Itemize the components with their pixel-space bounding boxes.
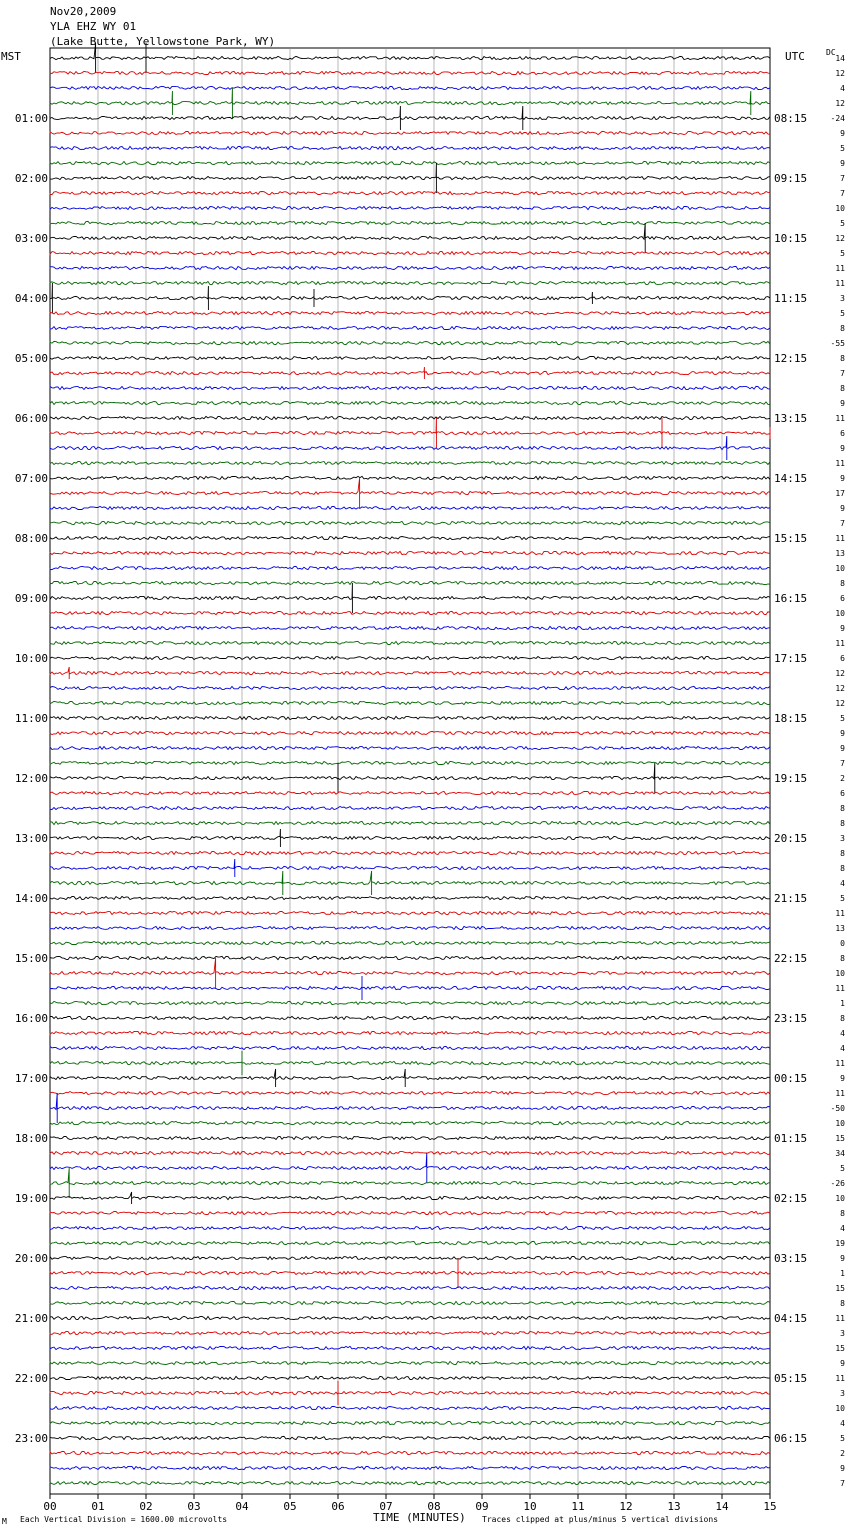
seismic-trace: [50, 163, 770, 193]
seismic-trace: [50, 657, 770, 660]
clip-note: Traces clipped at plus/minus 5 vertical divisions: [482, 1515, 719, 1524]
seismic-trace: [50, 418, 770, 448]
x-tick-label: 13: [667, 1500, 681, 1513]
seismic-trace: [50, 191, 770, 194]
seismic-trace: [50, 611, 770, 614]
dc-offset-label: 10: [835, 1194, 845, 1203]
x-tick-label: 08: [427, 1500, 441, 1513]
seismic-trace: [50, 686, 770, 689]
dc-offset-label: 8: [840, 1209, 845, 1218]
seismic-trace: [50, 356, 770, 359]
dc-offset-label: 7: [840, 189, 845, 198]
mst-hour-label: 09:00: [14, 592, 48, 605]
dc-offset-label: 7: [840, 519, 845, 528]
left-timezone-label: MST: [1, 50, 21, 63]
seismic-trace: [50, 1256, 770, 1259]
mst-hour-label: 01:00: [14, 112, 48, 125]
dc-offset-label: 8: [840, 849, 845, 858]
seismic-trace: [50, 1121, 770, 1124]
seismic-trace: [50, 746, 770, 749]
seismic-trace: [50, 1286, 770, 1289]
seismic-trace: [50, 1376, 770, 1379]
dc-offset-label: 15: [835, 1134, 845, 1143]
seismic-trace: [50, 566, 770, 569]
utc-hour-label: 19:15: [774, 772, 808, 785]
x-axis-title: TIME (MINUTES): [373, 1511, 466, 1524]
mst-hour-label: 13:00: [14, 832, 48, 845]
seismic-trace: [50, 506, 770, 509]
utc-hour-label: 16:15: [774, 592, 808, 605]
mst-hour-label: 03:00: [14, 232, 48, 245]
seismic-trace: [50, 1316, 770, 1319]
dc-offset-label: 10: [835, 1404, 845, 1413]
seismic-trace: [50, 88, 770, 118]
seismic-trace: [50, 341, 770, 344]
x-tick-label: 11: [571, 1500, 585, 1513]
dc-offset-label: 11: [835, 279, 845, 288]
seismic-trace: [50, 521, 770, 524]
mst-hour-label: 20:00: [14, 1252, 48, 1265]
dc-offset-label: -50: [830, 1104, 845, 1113]
dc-offset-label: 9: [840, 744, 845, 753]
seismic-trace: [50, 731, 770, 734]
seismic-trace: [50, 1406, 770, 1409]
x-tick-label: 00: [43, 1500, 57, 1513]
seismic-trace: [50, 958, 770, 988]
dc-offset-label: 5: [840, 249, 845, 258]
mst-hour-label: 06:00: [14, 412, 48, 425]
dc-offset-label: 6: [840, 654, 845, 663]
dc-offset-label: 8: [840, 384, 845, 393]
x-tick-label: 02: [139, 1500, 153, 1513]
seismic-trace: [50, 221, 770, 224]
seismic-trace: [50, 1151, 770, 1154]
mst-hour-label: 17:00: [14, 1072, 48, 1085]
mst-hour-label: 19:00: [14, 1192, 48, 1205]
dc-offset-label: 9: [840, 624, 845, 633]
dc-offset-label: 11: [835, 639, 845, 648]
station-code: YLA EHZ WY 01: [50, 20, 137, 33]
seismic-trace: [50, 581, 770, 584]
dc-offset-label: 10: [835, 564, 845, 573]
seismic-trace: [50, 476, 770, 479]
dc-offset-label: -24: [830, 114, 845, 123]
utc-hour-label: 13:15: [774, 412, 808, 425]
utc-hour-label: 23:15: [774, 1012, 808, 1025]
dc-offset-label: -26: [830, 1179, 845, 1188]
dc-offset-label: 5: [840, 1164, 845, 1173]
x-tick-label: 15: [763, 1500, 777, 1513]
mst-hour-label: 16:00: [14, 1012, 48, 1025]
seismic-trace: [50, 1346, 770, 1349]
dc-offset-label: 9: [840, 1074, 845, 1083]
seismic-trace: [50, 251, 770, 254]
seismic-trace: [50, 223, 770, 253]
seismic-trace: [50, 701, 770, 704]
utc-hour-label: 02:15: [774, 1192, 808, 1205]
dc-offset-label: 1: [840, 1269, 845, 1278]
dc-offset-label: 14: [835, 54, 845, 63]
dc-offset-label: 3: [840, 834, 845, 843]
dc-offset-label: 12: [835, 234, 845, 243]
dc-offset-label: 6: [840, 594, 845, 603]
dc-offset-label: -55: [830, 339, 845, 348]
dc-offset-label: 10: [835, 204, 845, 213]
dc-offset-label: 19: [835, 1239, 845, 1248]
right-timezone-label: UTC: [785, 50, 805, 63]
utc-hour-label: 11:15: [774, 292, 808, 305]
dc-offset-label: 11: [835, 534, 845, 543]
seismic-trace: [50, 1421, 770, 1424]
dc-offset-label: 11: [835, 1089, 845, 1098]
dc-offset-label: 10: [835, 609, 845, 618]
seismic-trace: [50, 86, 770, 89]
dc-offset-label: 12: [835, 699, 845, 708]
seismic-trace: [50, 146, 770, 149]
dc-offset-label: 34: [835, 1149, 845, 1158]
dc-offset-label: 5: [840, 714, 845, 723]
dc-offset-label: 9: [840, 129, 845, 138]
dc-offset-header: DC: [826, 48, 836, 57]
scale-note: Each Vertical Division = 1600.00 microvolts: [20, 1515, 228, 1524]
seismic-trace: [50, 1001, 770, 1004]
seismic-trace: [50, 1046, 770, 1049]
dc-offset-label: 2: [840, 774, 845, 783]
seismic-trace: [50, 1051, 770, 1075]
dc-offset-label: 9: [840, 444, 845, 453]
dc-offset-label: 4: [840, 84, 845, 93]
seismic-trace: [50, 1192, 770, 1204]
seismic-trace: [50, 1481, 770, 1484]
utc-hour-label: 14:15: [774, 472, 808, 485]
trace-group: [50, 43, 770, 1485]
dc-offset-label: 4: [840, 1044, 845, 1053]
dc-offset-label: 8: [840, 954, 845, 963]
utc-hour-label: 22:15: [774, 952, 808, 965]
dc-offset-label: 5: [840, 894, 845, 903]
seismic-trace: [50, 763, 770, 793]
seismic-trace: [50, 106, 770, 130]
dc-offset-label: 8: [840, 354, 845, 363]
seismic-trace: [50, 536, 770, 539]
dc-offset-label: 9: [840, 1464, 845, 1473]
mst-hour-label: 11:00: [14, 712, 48, 725]
mst-hour-label: 14:00: [14, 892, 48, 905]
seismic-trace: [50, 896, 770, 899]
footer-left-mark: M: [2, 1517, 7, 1526]
seismic-trace: [50, 1436, 770, 1439]
seismic-trace: [50, 1241, 770, 1244]
dc-offset-label: 17: [835, 489, 845, 498]
utc-hour-label: 09:15: [774, 172, 808, 185]
x-tick-label: 09: [475, 1500, 489, 1513]
dc-offset-label: 8: [840, 1014, 845, 1023]
seismic-trace: [50, 1258, 770, 1288]
seismic-trace: [50, 161, 770, 164]
seismic-trace: [50, 829, 770, 847]
x-tick-label: 12: [619, 1500, 633, 1513]
dc-offset-label: 9: [840, 1359, 845, 1368]
seismic-trace: [50, 1168, 770, 1198]
seismic-trace: [50, 583, 770, 613]
mst-hour-label: 05:00: [14, 352, 48, 365]
mst-hour-label: 18:00: [14, 1132, 48, 1145]
mst-hour-label: 12:00: [14, 772, 48, 785]
utc-hour-label: 21:15: [774, 892, 808, 905]
utc-hour-label: 03:15: [774, 1252, 808, 1265]
seismic-trace: [50, 1016, 770, 1019]
dc-offset-label: 11: [835, 1059, 845, 1068]
dc-offset-label: 4: [840, 1224, 845, 1233]
dc-offset-label: 12: [835, 99, 845, 108]
x-tick-label: 04: [235, 1500, 249, 1513]
seismic-trace: [50, 976, 770, 1000]
dc-offset-label: 13: [835, 549, 845, 558]
dc-offset-label: 6: [840, 429, 845, 438]
utc-hour-label: 01:15: [774, 1132, 808, 1145]
seismic-trace: [50, 283, 770, 313]
seismic-trace: [50, 1136, 770, 1139]
seismic-trace: [50, 1069, 770, 1087]
chart-date: Nov20,2009: [50, 5, 117, 18]
seismic-trace: [50, 266, 770, 269]
seismic-trace: [50, 1093, 770, 1123]
x-tick-label: 07: [379, 1500, 393, 1513]
dc-offset-label: 0: [840, 939, 845, 948]
seismic-trace: [50, 1361, 770, 1364]
seismic-trace: [50, 1153, 770, 1183]
dc-offset-label: 8: [840, 579, 845, 588]
seismic-trace: [50, 791, 770, 794]
dc-offset-label: 8: [840, 819, 845, 828]
dc-offset-label: 7: [840, 369, 845, 378]
seismic-trace: [50, 761, 770, 764]
dc-offset-label: 15: [835, 1284, 845, 1293]
seismic-trace: [50, 956, 770, 959]
dc-offset-label: 11: [835, 1374, 845, 1383]
utc-hour-label: 15:15: [774, 532, 808, 545]
dc-offset-label: 12: [835, 69, 845, 78]
dc-offset-label: 11: [835, 909, 845, 918]
mst-hour-label: 04:00: [14, 292, 48, 305]
dc-offset-label: 8: [840, 324, 845, 333]
mst-hour-label: 07:00: [14, 472, 48, 485]
dc-offset-label: 15: [835, 1344, 845, 1353]
dc-offset-label: 8: [840, 1299, 845, 1308]
dc-offset-label: 4: [840, 1419, 845, 1428]
dc-offset-label: 11: [835, 459, 845, 468]
dc-offset-label: 12: [835, 669, 845, 678]
x-tick-label: 03: [187, 1500, 201, 1513]
dc-offset-label: 4: [840, 879, 845, 888]
dc-offset-label: 8: [840, 804, 845, 813]
seismic-trace: [50, 1451, 770, 1454]
utc-hour-label: 10:15: [774, 232, 808, 245]
seismic-trace: [50, 859, 770, 877]
seismic-trace: [50, 551, 770, 554]
seismic-trace: [50, 926, 770, 929]
dc-offset-label: 5: [840, 1434, 845, 1443]
mst-hour-label: 02:00: [14, 172, 48, 185]
seismic-trace: [50, 851, 770, 854]
seismic-trace: [50, 1031, 770, 1034]
dc-offset-label: 9: [840, 1254, 845, 1263]
x-tick-label: 06: [331, 1500, 345, 1513]
dc-offset-label: 5: [840, 219, 845, 228]
seismic-trace: [50, 667, 770, 679]
x-tick-label: 14: [715, 1500, 729, 1513]
seismic-trace: [50, 367, 770, 379]
seismic-trace: [50, 131, 770, 134]
dc-offset-label: 3: [840, 1389, 845, 1398]
utc-hour-label: 04:15: [774, 1312, 808, 1325]
dc-offset-label: 9: [840, 729, 845, 738]
mst-hour-label: 10:00: [14, 652, 48, 665]
seismic-trace: [50, 821, 770, 824]
seismic-trace: [50, 1381, 770, 1405]
dc-offset-label: 11: [835, 1314, 845, 1323]
mst-hour-label: 21:00: [14, 1312, 48, 1325]
dc-offset-label: 12: [835, 684, 845, 693]
seismic-trace: [50, 281, 770, 284]
dc-offset-label: 7: [840, 1479, 845, 1488]
dc-offset-label: 9: [840, 504, 845, 513]
dc-offset-label: 3: [840, 294, 845, 303]
seismic-trace: [50, 401, 770, 404]
seismic-trace: [50, 806, 770, 809]
utc-hour-label: 06:15: [774, 1432, 808, 1445]
utc-hour-label: 12:15: [774, 352, 808, 365]
seismic-trace: [50, 1466, 770, 1469]
seismic-trace: [50, 206, 770, 209]
seismic-trace: [50, 1211, 770, 1214]
seismic-trace: [50, 716, 770, 719]
dc-offset-label: 1: [840, 999, 845, 1008]
utc-hour-label: 18:15: [774, 712, 808, 725]
seismic-trace: [50, 311, 770, 314]
dc-offset-label: 6: [840, 789, 845, 798]
dc-offset-label: 11: [835, 984, 845, 993]
utc-hour-label: 08:15: [774, 112, 808, 125]
seismic-trace: [50, 71, 770, 74]
dc-offset-label: 11: [835, 414, 845, 423]
dc-offset-label: 10: [835, 969, 845, 978]
seismic-trace: [50, 871, 770, 895]
dc-offset-label: 9: [840, 159, 845, 168]
utc-hour-label: 20:15: [774, 832, 808, 845]
seismic-trace: [50, 1226, 770, 1229]
x-tick-label: 05: [283, 1500, 297, 1513]
x-tick-label: 01: [91, 1500, 105, 1513]
utc-hour-label: 00:15: [774, 1072, 808, 1085]
dc-offset-label: 3: [840, 1329, 845, 1338]
dc-offset-label: 4: [840, 1029, 845, 1038]
dc-offset-label: 2: [840, 1449, 845, 1458]
seismic-trace: [50, 1301, 770, 1304]
plot-grid: [50, 48, 770, 1494]
seismic-trace: [50, 1092, 770, 1095]
mst-hour-label: 22:00: [14, 1372, 48, 1385]
dc-offset-label: 5: [840, 144, 845, 153]
plot-frame: [50, 48, 770, 1494]
dc-offset-label: 10: [835, 1119, 845, 1128]
station-location: (Lake Butte, Yellowstone Park, WY): [50, 35, 276, 48]
dc-offset-label: 11: [835, 264, 845, 273]
seismic-trace: [50, 478, 770, 508]
seismic-trace: [50, 641, 770, 644]
mst-hour-label: 08:00: [14, 532, 48, 545]
seismic-trace: [50, 386, 770, 389]
dc-offset-label: 7: [840, 174, 845, 183]
dc-offset-label: 9: [840, 399, 845, 408]
seismic-trace: [50, 911, 770, 914]
dc-offset-label: 7: [840, 759, 845, 768]
utc-hour-label: 05:15: [774, 1372, 808, 1385]
mst-hour-label: 23:00: [14, 1432, 48, 1445]
dc-offset-label: 13: [835, 924, 845, 933]
dc-offset-label: 9: [840, 474, 845, 483]
seismic-trace: [50, 326, 770, 329]
seismic-trace: [50, 1331, 770, 1334]
utc-hour-label: 17:15: [774, 652, 808, 665]
seismic-trace: [50, 941, 770, 944]
seismic-trace: [50, 626, 770, 629]
x-tick-label: 10: [523, 1500, 537, 1513]
mst-hour-label: 15:00: [14, 952, 48, 965]
seismic-trace: [50, 461, 770, 464]
dc-offset-label: 8: [840, 864, 845, 873]
dc-offset-label: 5: [840, 309, 845, 318]
